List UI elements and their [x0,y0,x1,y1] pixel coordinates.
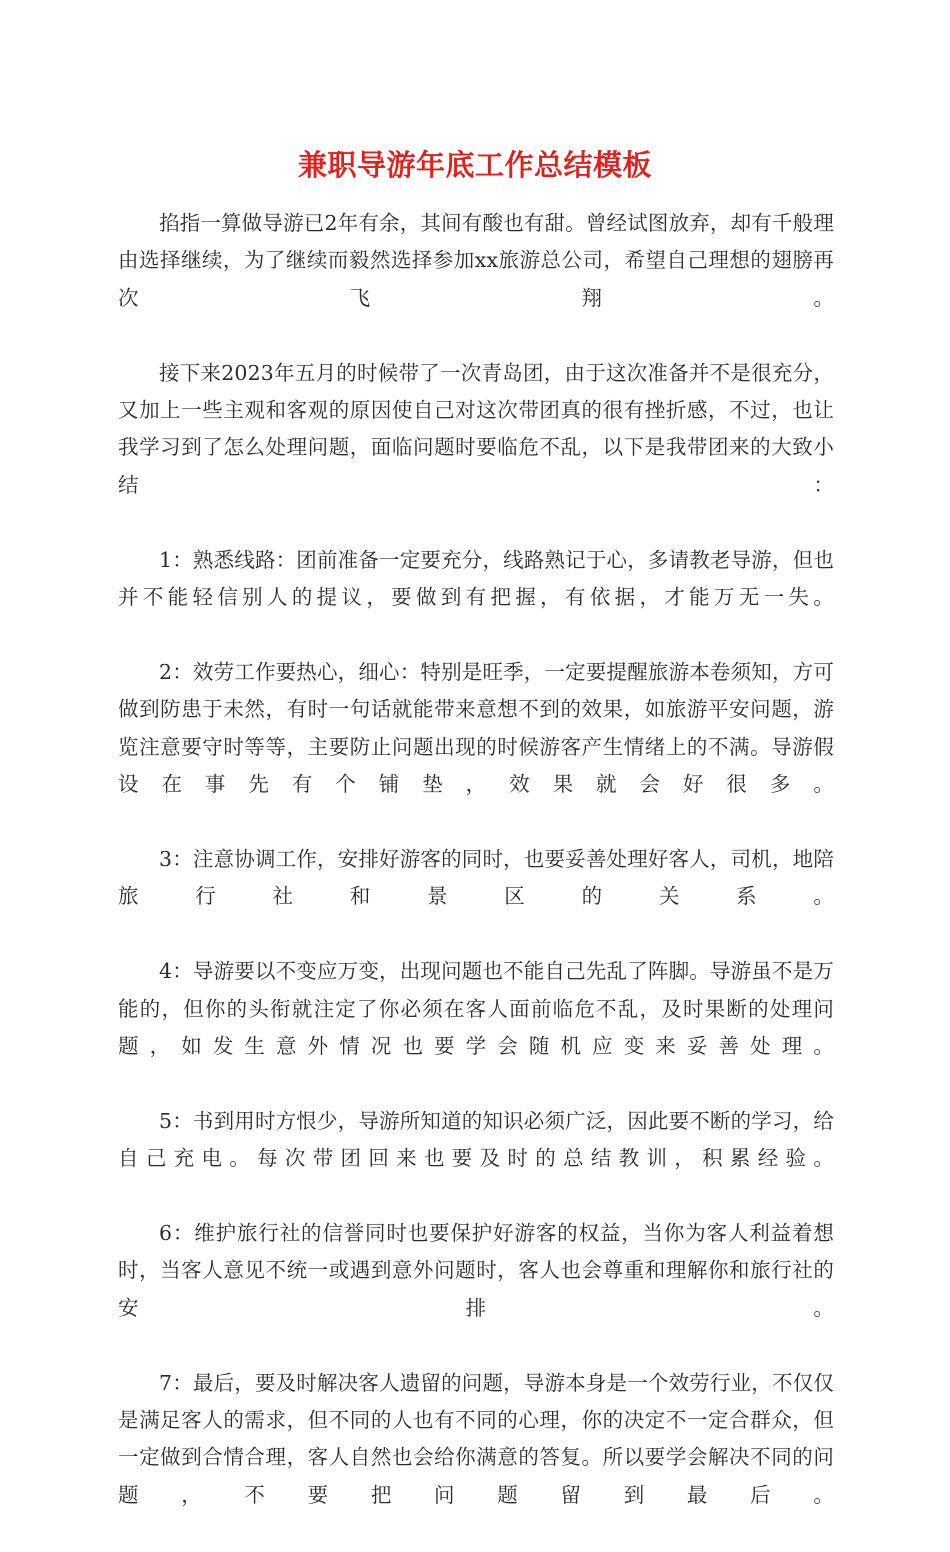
paragraph: 4：导游要以不变应万变，出现问题也不能自己先乱了阵脚。导游虽不是万能的，但你的头衔就注定了你必须在客人面前临危不乱，及时果断的处理问题，如发生意外情况也要学会随机应变来妥善处理。 [118,959,834,1058]
paragraph: 1：熟悉线路：团前准备一定要充分，线路熟记于心，多请教老导游，但也并不能轻信别人的提议，要做到有把握，有依据，才能万无一失。 [118,547,834,610]
page-title: 兼职导游年底工作总结模板 [297,148,652,183]
document-body [118,205,834,1552]
paragraph: 2：效劳工作要热心，细心：特别是旺季，一定要提醒旅游本卷须知，方可做到防患于未然，有时一句话就能带来意想不到的效果，如旅游平安问题，游览注意要守时等等，主要防止问题出现的时候游客产生情绪上的不满。导游假设在事先有个铺垫，效果就会好很多。 [118,659,834,797]
paragraph: 7：最后，要及时解决客人遗留的问题，导游本身是一个效劳行业，不仅仅是满足客人的需求，但不同的人也有不同的心理，你的决定不一定合群众，但一定做到合情合理，客人自然也会给你满意的答复。所以要学会解决不同的问题，不要把问题留到最后。 [118,1370,834,1507]
paragraph: 5：书到用时方恨少，导游所知道的知识必须广泛，因此要不断的学习，给自己充电。每次带团回来也要及时的总结教训，积累经验。 [118,1108,834,1171]
paragraph: 6：维护旅行社的信誉同时也要保护好游客的权益，当你为客人利益着想时，当客人意见不统一或遇到意外问题时，客人也会尊重和理解你和旅行社的安排。 [118,1220,834,1320]
paragraph: 掐指一算做导游已2年有余，其间有酸也有甜。曾经试图放弃，却有千般理由选择继续，为了继续而毅然选择参加xx旅游总公司，希望自己理想的翅膀再次飞翔。 [118,211,834,310]
paragraph: 接下来2023年五月的时候带了一次青岛团，由于这次准备并不是很充分，又加上一些主观和客观的原因使自己对这次带团真的很有挫折感，不过，也让我学习到了怎么处理问题，面临问题时要临危不乱，以下是我带团来的大致小结： [118,360,834,497]
paragraph: 3：注意协调工作，安排好游客的同时，也要妥善处理好客人，司机，地陪旅行社和景区的关系。 [118,846,834,909]
